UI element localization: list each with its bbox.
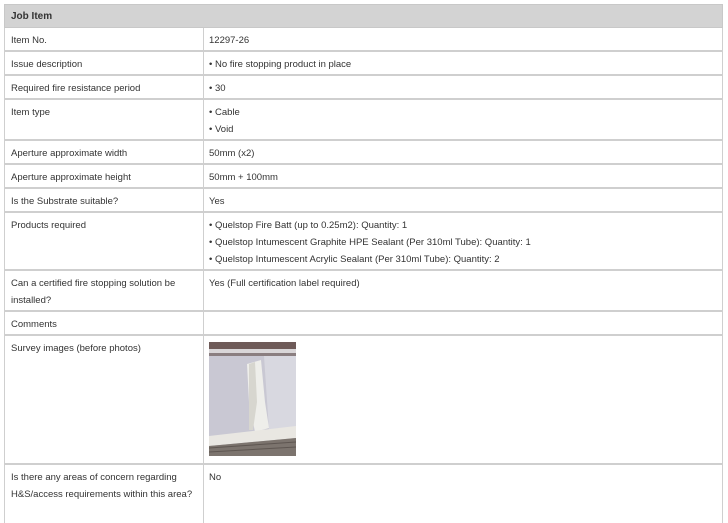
value-products-required <box>204 213 722 269</box>
label-survey-images: Survey images (before photos) <box>5 336 204 463</box>
row-fire-resistance <box>4 76 723 100</box>
value-substrate: Yes <box>209 196 225 207</box>
value-survey-images <box>204 336 722 463</box>
label-aperture-width: Aperture approximate width <box>5 141 204 163</box>
row-item-no <box>4 28 723 52</box>
label-products-required: Products required <box>5 213 204 269</box>
list-item: • Quelstop Intumescent Graphite HPE Sealant (Per 310ml Tube): Quantity: 1 <box>209 234 717 251</box>
list-item: • No fire stopping product in place <box>209 56 717 73</box>
value-certified-solution: Yes (Full certification label required) <box>209 278 360 289</box>
value-comments <box>204 312 722 334</box>
list-item: • Cable <box>209 104 717 121</box>
label-issue-description: Issue description <box>5 52 204 74</box>
row-aperture-height <box>4 165 723 189</box>
value-issue-description <box>204 52 722 74</box>
list-item: • 30 <box>209 80 717 97</box>
value-aperture-height: 50mm + 100mm <box>209 172 278 183</box>
label-item-type: Item type <box>5 100 204 139</box>
list-item: • Void <box>209 121 717 138</box>
row-aperture-width <box>4 141 723 165</box>
label-fire-resistance: Required fire resistance period <box>5 76 204 98</box>
label-hs-concern: Is there any areas of concern regarding H&S/access requirements within this area? <box>5 465 204 523</box>
list-item: • Quelstop Fire Batt (up to 0.25m2): Quantity: 1 <box>209 217 717 234</box>
label-certified-solution: Can a certified fire stopping solution be installed? <box>5 271 204 310</box>
value-item-no: 12297-26 <box>209 35 250 46</box>
survey-photo[interactable] <box>209 342 296 456</box>
row-survey-images <box>4 336 723 465</box>
row-hs-concern <box>4 465 723 523</box>
value-fire-resistance <box>204 76 722 98</box>
list-item: • Quelstop Intumescent Acrylic Sealant (Per 310ml Tube): Quantity: 2 <box>209 251 717 268</box>
label-comments: Comments <box>5 312 204 334</box>
row-issue-description <box>4 52 723 76</box>
row-certified-solution <box>4 271 723 312</box>
label-item-no: Item No. <box>5 28 204 50</box>
row-comments <box>4 312 723 336</box>
table-header: Job Item <box>4 4 723 28</box>
job-item-table <box>4 4 723 523</box>
row-products-required <box>4 213 723 271</box>
row-substrate <box>4 189 723 213</box>
value-aperture-width: 50mm (x2) <box>209 148 255 159</box>
value-hs-concern: No <box>209 472 222 483</box>
label-aperture-height: Aperture approximate height <box>5 165 204 187</box>
value-item-type <box>204 100 722 139</box>
row-item-type <box>4 100 723 141</box>
label-substrate: Is the Substrate suitable? <box>5 189 204 211</box>
